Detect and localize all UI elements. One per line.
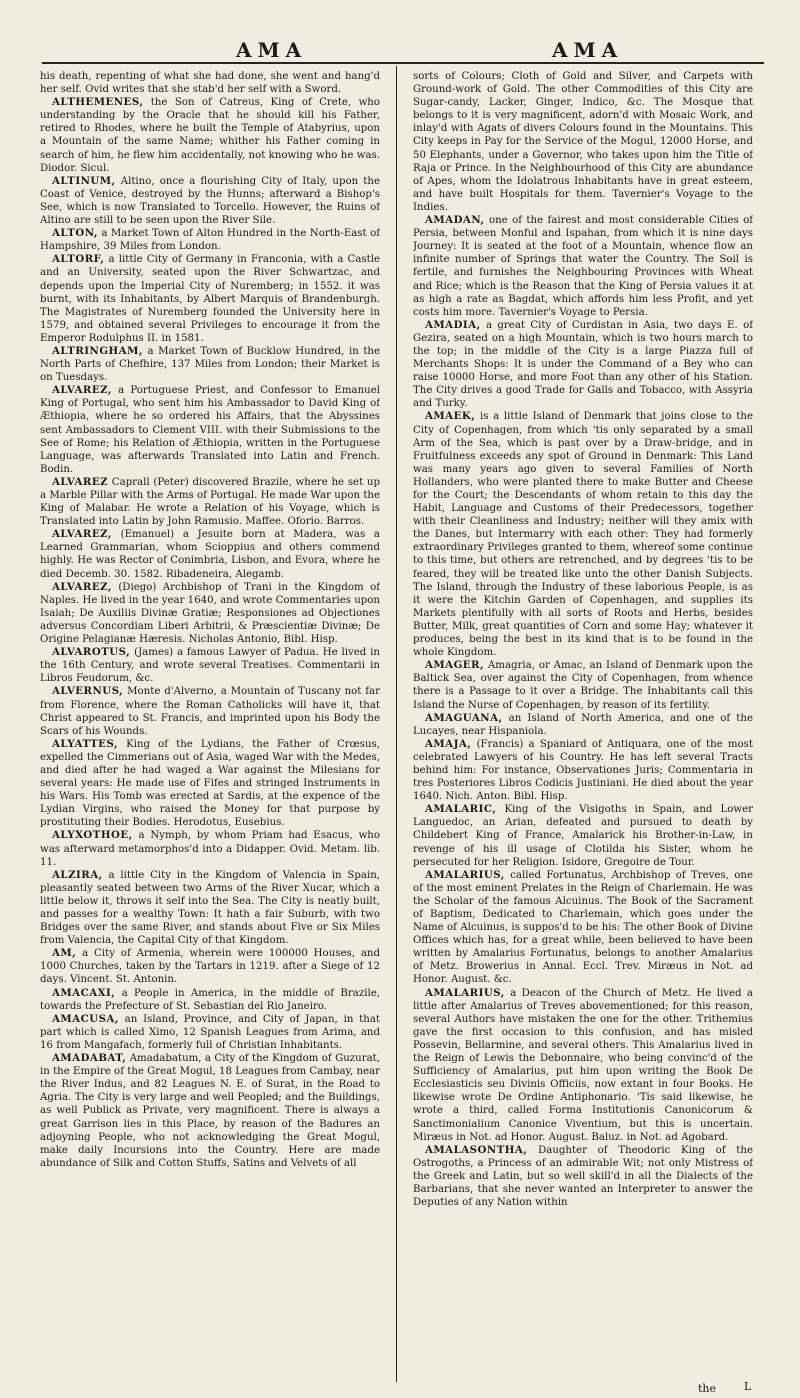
left-column (40, 70, 380, 1380)
entry-text: called Fortunatus, Archbishop of Treves, one of the most eminent Prelates in the Reign of Charlemain. He was the Scholar of the famous Alcuinus. The Book of the Sacrament of Baptism, Dedicated to Charlemain, which goes under the Name of Alcuinus, is suppos'd to be his: The other Book of Divine Offices which has, for a great while, been believed to have been written by Amalarius Fortunatus, belongs to another Amalarius of Metz. Browerius in Annal. Eccl. Trev. Miræus in Not. ad Honor. August. &c. (413, 869, 753, 986)
dictionary-entry (413, 1144, 753, 1209)
entry-headword: ALVAREZ, (52, 384, 112, 397)
dictionary-entry (413, 738, 753, 803)
entry-headword: AMACAXI, (52, 986, 116, 999)
dictionary-entry (40, 1052, 380, 1170)
entry-text: a Nymph, by whom Priam had Esacus, who was afterward metamorphos'd into a Didapper. Ovid. Metam. lib. 11. (40, 830, 380, 868)
entry-text: Daughter of Theodoric King of the Ostrogoths, a Princess of an admirable Wit; not only Mistress of the Greek and Latin, but so well skill'd in all the Dialects of the Barbarians, that she never wanted an Interpreter to answer the Deputies of any Nation within (413, 1144, 753, 1209)
entry-headword: ALVAROTUS, (52, 646, 131, 659)
dictionary-entry (40, 253, 380, 345)
header-rule (42, 62, 764, 64)
dictionary-entry (413, 712, 753, 738)
signature-mark: L (744, 1380, 752, 1393)
dictionary-entry (40, 581, 380, 646)
entry-text: a little City in the Kingdom of Valencia in Spain, pleasantly seated between two Arms of the River Xucar, which a little below it, throws it self into the Sea. The City is neatly built, and passes for a wealthy Town: It hath a fair Suburb, with two Bridges over the same River, and stands about Five or Six Miles from Valencia, the Capital City of that Kingdom. (40, 869, 380, 947)
dictionary-entry (40, 227, 380, 253)
entry-text: an Island, Province, and City of Japan, in that part which is called Ximo, 12 Spanish Leagues from Arima, and 16 from Mangafach, formerly full of Christian Inhabitants. (40, 1013, 380, 1051)
dictionary-entry (40, 738, 380, 830)
entry-headword: ALTON, (52, 227, 98, 240)
entry-text: the Son of Catreus, King of Crete, who understanding by the Oracle that he should kill his Father, retired to Rhodes, where he built the Temple of Atabyrius, upon a Mountain of the same Name; whither his Father coming in search of him, he flew him accidentally, not knowing who he was. Diodor. Sicul. (40, 97, 380, 174)
entry-headword: AMAGUANA, (425, 711, 503, 724)
entry-text: Altino, once a flourishing City of Italy, upon the Coast of Venice, destroyed by the Hunns; afterward a Bishop's See, which is now Translated to Torcello. However, the Ruins of Altino are still to be seen upon the River Sile. (40, 175, 380, 227)
entry-headword: ALVERNUS, (52, 685, 124, 698)
entry-text: (James) a famous Lawyer of Padua. He lived in the 16th Century, and wrote several Treatises. Commentarii in Libros Feudorum, &c. (40, 647, 380, 685)
entry-text: a Portuguese Priest, and Confessor to Emanuel King of Portugal, who sent him his Ambassador to David King of Æthiopia, where he so ordered his Affairs, that the Abyssines sent Ambassadors to Clement VIII. with their Submissions to the See of Rome; his Relation of Æthiopia, written in the Portuguese Language, was afterwards Translated into Latin and French. Bodin. (40, 385, 380, 475)
entry-headword: AMAJA, (425, 737, 472, 750)
entry-headword: ALTORF, (52, 253, 105, 266)
dictionary-entry (413, 987, 753, 1144)
entry-text: a Deacon of the Church of Metz. He lived a little after Amalarius of Treves abovementioned; for this reason, several Authors have mistaken the one for the other. Trithemius gave the first occasion to this confusion, and has misled Possevin, Bellarmine, and several others. This Amalarius lived in the Reign of Lewis the Debonnaire, who being convinc'd of the Sufficiency of Amalarius, put him upon writing the Book De Ecclesiasticis seu Divinis Officiis, now extant in four Books. He likewise wrote De Ordine Antiphonario. 'Tis said likewise, he wrote a third, called Forma Institutionis Canonicorum & Sanctimonialium Canonice Viventium, but this is uncertain. Miræus in Not. ad Honor. August. Baluz. in Not. ad Agobard. (413, 987, 753, 1143)
entry-headword: AMAEK, (425, 410, 476, 423)
entry-text: (Francis) a Spaniard of Antiquara, one of the most celebrated Lawyers of his Country. He has left several Tracts behind him: For instance, Observationes Juris; Commentaria in tres Posteriores Libros Codicis Justiniani. He died about the year 1640. Nich. Anton. Bibl. Hisp. (413, 738, 753, 803)
entry-text: is a little Island of Denmark that joins close to the City of Copenhagen, from which 'tis only separated by a small Arm of the Sea, which is past over by a Draw-bridge, and in Fruitfulness exceeds any spot of Ground in Denmark: This Land was many years ago given to several Families of North Hollanders, who were planted there to make Butter and Cheese for the Court; the Descendants of whom retain to this day the Habit, Language and Customs of their Predecessors, together with their Cleanliness and Industry; neither will they amix with the Danes, but Intermarry with each other: They had formerly extraordinary Privileges granted to them, whereof some continue to this time, but others are retrenched, and by degrees 'tis to be feared, they will be treated like unto the other Danish Subjects. The Island, through the Industry of these laborious People, is as it were the Kitchin Garden of Copenhagen, and supplies its Markets plentifully with all sorts of Roots and Herbs, besides Butter, Milk, great quantities of Corn and some Hay; whatever it produces, being the best in its kind that is to be found in the whole Kingdom. (413, 411, 753, 659)
entry-headword: AMALARIC, (425, 803, 497, 816)
dictionary-entry (413, 70, 753, 214)
entry-headword: AMADAN, (425, 214, 485, 227)
dictionary-entry (413, 869, 753, 987)
entry-text: sorts of Colours; Cloth of Gold and Silver, and Carpets with Ground-work of Gold. The other Commodities of this City are Sugar-candy, Lacker, Ginger, Indico, &c. The Mosque that belongs to it is very magnificent, adorn'd with Mosaic Work, and inlay'd with Agats of divers Colours found in the Mountains. This City keeps in Pay for the Service of the Mogul, 12000 Horse, and 50 Elephants, under a Governor, who takes upon him the Title of Raja or Prince. In the Neighbourhood of this City are abundance of Apes, whom the Idolatrous Inhabitants have in great esteem, and have built Hospitals for them. Tavernier's Voyage to the Indies. (413, 71, 753, 213)
dictionary-entry (40, 987, 380, 1013)
entry-headword: ALTHEMENES, (52, 96, 144, 109)
entry-headword: AMACUSA, (52, 1012, 119, 1025)
entry-headword: AM, (52, 947, 77, 960)
entry-text: a Market Town of Bucklow Hundred, in the North Parts of Chefhire, 137 Miles from London; their Market is on Tuesdays. (40, 345, 380, 384)
entry-text: an Island of North America, and one of the Lucayes, near Hispaniola. (413, 712, 753, 737)
entry-text: a People in America, in the middle of Brazile, towards the Prefecture of St. Sebastian del Rio Janeiro. (40, 987, 380, 1012)
entry-headword: AMADIA, (425, 318, 481, 331)
entry-text: Caprall (Peter) discovered Brazile, where he set up a Marble Pillar with the Arms of Portugal. He made War upon the King of Malabar. He wrote a Relation of his Voyage, which is Translated into Latin by John Ramusio. Maffee. Oforio. Barros. (40, 476, 380, 528)
entry-text: Monte d'Alverno, a Mountain of Tuscany not far from Florence, where the Roman Catholicks will have it, that Christ appeared to St. Francis, and imprinted upon his Body the Scars of his Wounds. (40, 686, 380, 737)
dictionary-entry (40, 96, 380, 175)
dictionary-entry (40, 384, 380, 476)
entry-headword: ALZIRA, (52, 868, 103, 881)
dictionary-entry (413, 803, 753, 868)
entry-headword: AMADABAT, (52, 1052, 127, 1065)
entry-text: a Market Town of Alton Hundred in the North-East of Hampshire, 39 Miles from London. (40, 228, 380, 253)
entry-headword: ALVAREZ, (52, 580, 112, 593)
dictionary-entry (413, 319, 753, 411)
column-divider (396, 66, 397, 1382)
entry-text: King of the Visigoths in Spain, and Lower Languedoc, an Arian, defeated and pursued to death by Childebert King of France, Amalarick his Brother-in-Law, in revenge of his ill usage of Clotilda his Sister, whom he persecuted for her Religion. Isidore, Gregoire de Tour. (413, 804, 753, 868)
entry-text: his death, repenting of what she had done, she went and hang'd her self. Ovid writes that she stab'd her self with a Sword. (40, 71, 380, 96)
dictionary-entry (40, 829, 380, 868)
right-column (413, 70, 753, 1380)
entry-headword: ALYXOTHOE, (52, 829, 133, 842)
entry-headword: AMALASONTHA, (425, 1143, 528, 1156)
dictionary-entry (413, 410, 753, 659)
entry-headword: ALTINUM, (52, 174, 116, 187)
dictionary-entry (40, 70, 380, 96)
catchword: the (698, 1382, 717, 1395)
entry-text: a great City of Curdistan in Asia, two days E. of Gezira, seated on a high Mountain, which is two hours march to the top; in the middle of the City is a large Piazza full of Merchants Shops: It is under the Command of a Bey who can raise 10000 Horse, and more Foot than any other of his Station. The City drives a good Trade for Galls and Tobacco, with Assyria and Turky. (413, 319, 753, 410)
entry-text: one of the fairest and most considerable Cities of Persia, between Monful and Ispahan, from which it is nine days Journey: It is seated at the foot of a Mountain, whence flow an infinite number of Springs that water the Country. The Soil is fertile, and furnishes the Neighbouring Provinces with Wheat and Rice; which is the Reason that the King of Persia values it at as high a rate as Bagdat, which affords him less Profit, and yet costs him more. Tavernier's Voyage to Persia. (413, 215, 753, 318)
entry-headword: ALVAREZ, (52, 528, 112, 541)
dictionary-entry (413, 214, 753, 319)
dictionary-entry (40, 476, 380, 528)
entry-headword: ALVAREZ (52, 475, 109, 488)
entry-text: (Emanuel) a Jesuite born at Madera, was a Learned Grammarian, whom Scioppius and others commend highly. He was Rector of Conimbria, Lisbon, and Evora, where he died Decemb. 30. 1582. Ribadeneira, Alegamb. (40, 529, 380, 580)
entry-headword: AMAGER, (425, 659, 485, 672)
dictionary-entry (40, 345, 380, 384)
dictionary-entry (40, 869, 380, 948)
dictionary-entry (40, 175, 380, 227)
dictionary-entry (413, 659, 753, 711)
dictionary-entry (40, 1013, 380, 1052)
dictionary-entry (40, 528, 380, 580)
entry-headword: ALTRINGHAM, (52, 344, 143, 357)
dictionary-entry (40, 947, 380, 986)
dictionary-entry (40, 685, 380, 737)
running-header (0, 0, 800, 66)
entry-headword: AMALARIUS, (425, 868, 505, 881)
running-head-left: AMA (236, 38, 308, 62)
entry-text: King of the Lydians, the Father of Crœsus, expelled the Cimmerians out of Asia, waged War with the Medes, and died after he had waged a War against the Milesians for several years: He made use of Fifes and stringed Instruments in his Wars. His Tomb was erected at Sardis, at the expence of the Lydian Virgins, who raised the Money for that purpose by prostituting their Bodies. Herodotus, Eusebius. (40, 738, 380, 829)
entry-text: a little City of Germany in Franconia, with a Castle and an University, seated upon the River Schwartzac, and depends upon the Imperial City of Nuremberg; in 1552. it was burnt, with its Inhabitants, by Albert Marquis of Brandenburgh. The Magistrates of Nuremberg founded the University here in 1579, and obtained several Privileges to encourage it from the Emperor Rodulphus II. in 1581. (40, 254, 380, 344)
running-head-right: AMA (552, 38, 624, 62)
entry-text: Amagria, or Amac, an Island of Denmark upon the Baltick Sea, over against the City of Copenhagen, from whence there is a Passage to it over a Bridge. The Inhabitants call this Island the Nurse of Copenhagen, by reason of its fertility. (413, 660, 753, 711)
entry-text: Amadabatum, a City of the Kingdom of Guzurat, in the Empire of the Great Mogul, 18 Leagues from Cambay, near the River Indus, and 82 Leagues N. E. of Surat, in the Road to Agria. The City is very large and well Peopled; and the Buildings, as well Publick as Private, very magnificent. There is always a great Garrison lies in this Place, by reason of the Badures an adjoyning People, who not acknowledging the Great Mogul, make daily Incursions into the Country. Here are made abundance of Silk and Cotton Stuffs, Satins and Velvets of all (40, 1053, 380, 1169)
entry-text: (Diego) Archbishop of Trani in the Kingdom of Naples. He lived in the year 1640, and wrote Commentaries upon Isaiah; De Auxiliis Divinæ Gratiæ; Responsiones ad Objectiones adversus Concordiam Liberi Arbitrii, & Præscientiæ Divinæ; De Origine Pelagianæ Hæresis. Nicholas Antonio, Bibl. Hisp. (40, 581, 380, 646)
entry-headword: ALYATTES, (52, 737, 118, 750)
entry-text: a City of Armenia, wherein were 100000 Houses, and 1000 Churches, taken by the Tartars in 1219. after a Siege of 12 days. Vincent. St. Antonin. (40, 948, 380, 986)
dictionary-entry (40, 646, 380, 685)
entry-headword: AMALARIUS, (425, 986, 505, 999)
